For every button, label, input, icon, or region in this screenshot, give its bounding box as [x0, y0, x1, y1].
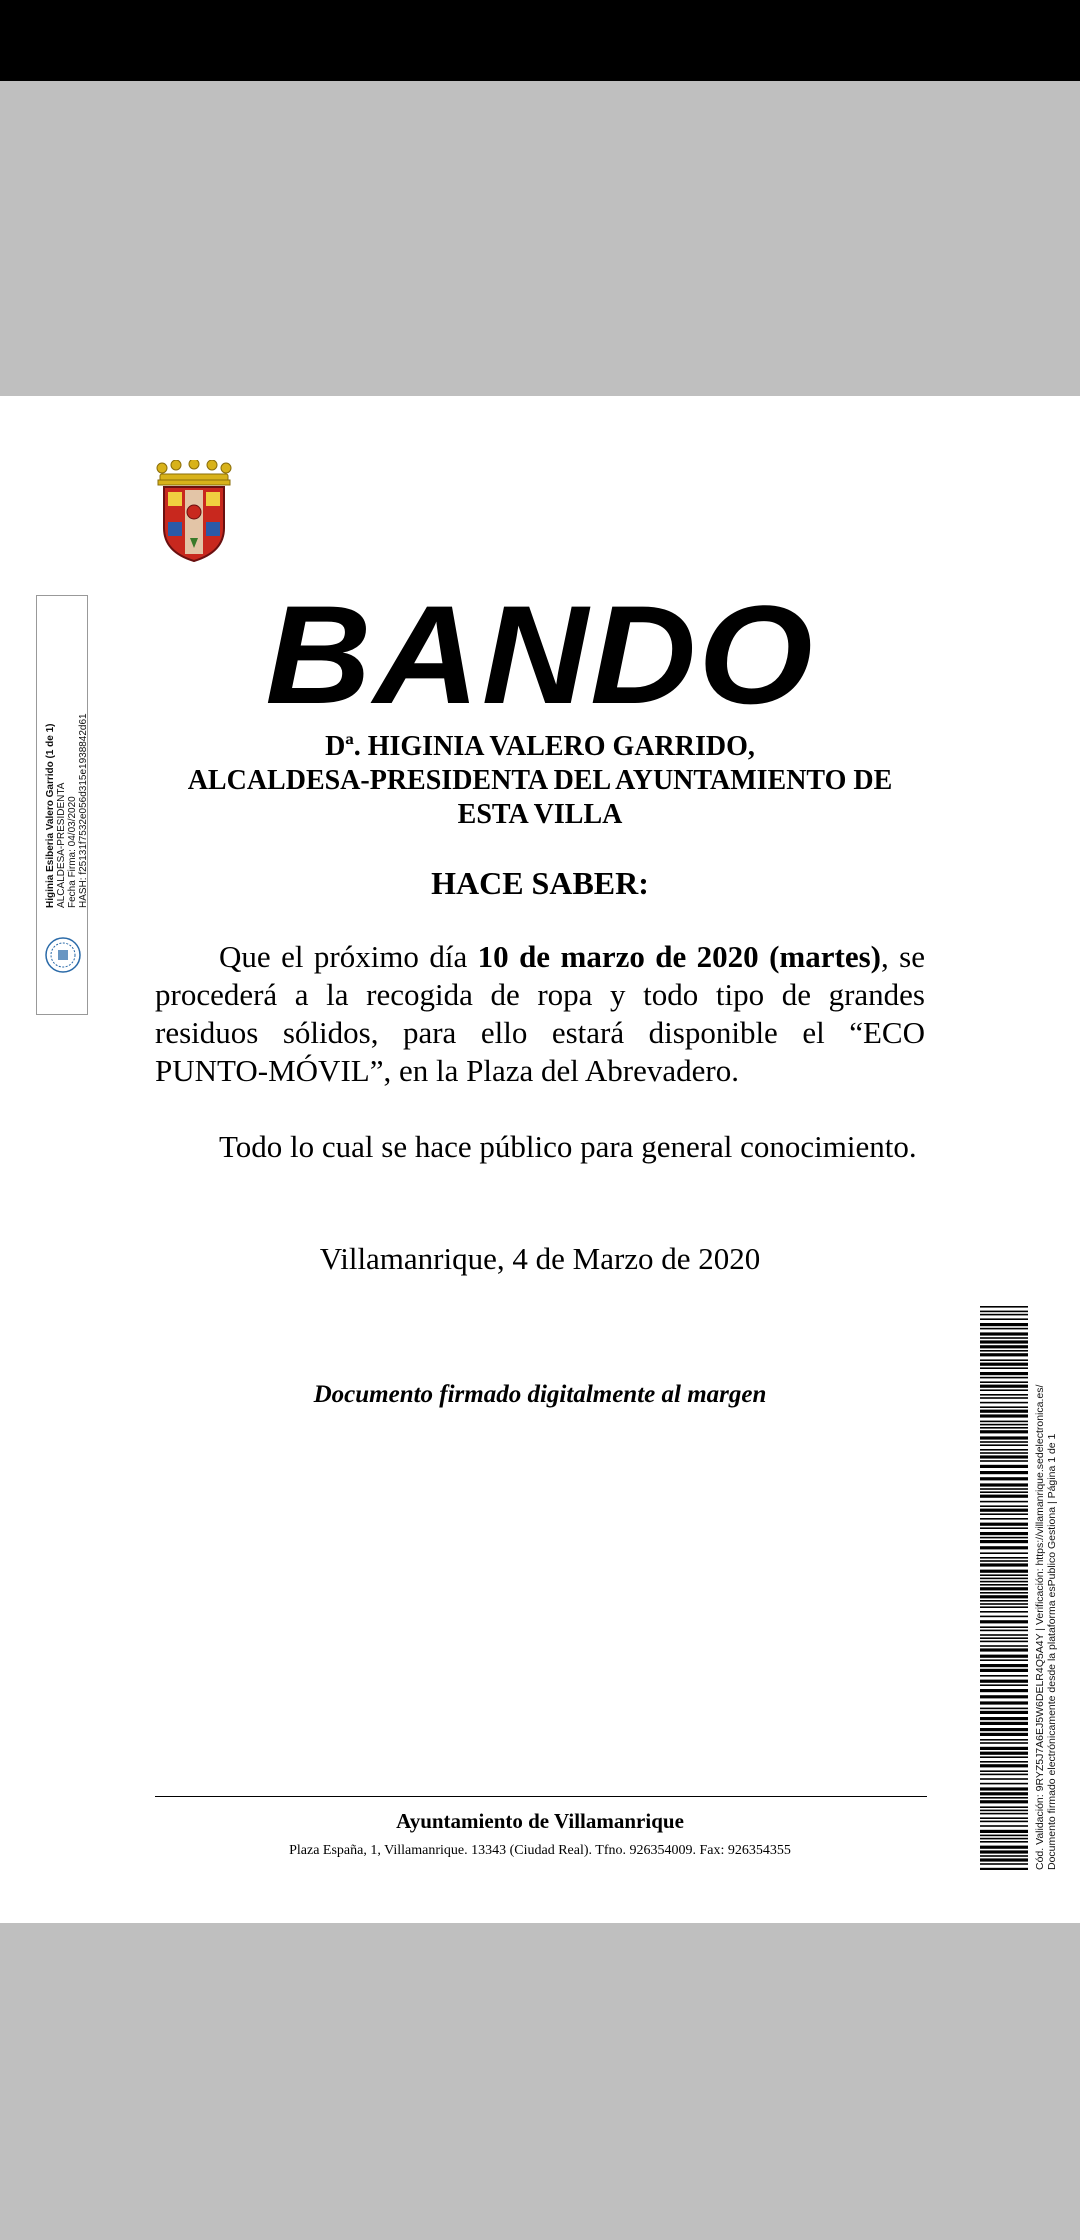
signature-hash: HASH: f25131f7532e056d315e1938842d61	[78, 713, 89, 908]
signature-role: ALCALDESA-PRESIDENTA	[56, 782, 67, 908]
signed-note: Documento firmado digitalmente al margen	[313, 1381, 767, 1408]
para1-rest: , se procederá a la recogida de ropa y todo tipo de grandes residuos sólidos, para ello estará disponible el “ECO PUNTO-MÓVIL”, en la Plaza del Abrevadero.	[155, 939, 925, 1088]
para2-text: Todo lo cual se hace público para general conocimiento.	[219, 1129, 917, 1164]
mayor-name: Dª. HIGINIA VALERO GARRIDO,	[325, 731, 755, 762]
page-title: BANDO	[265, 576, 815, 733]
announcement-heading: HACE SABER:	[431, 865, 649, 901]
closing-paragraph	[155, 1128, 925, 1166]
signature-signer: Higinia Esiberia Valero Garrido (1 de 1)	[45, 723, 56, 908]
seal-icon	[44, 936, 82, 974]
verification-code: Cód. Validación: 9RYZ5J7A6EJ5W6DELR4Q5A4Y | Verificación: https://villamanrique.sedelectronica.es/	[1034, 1384, 1046, 1870]
event-date: 10 de marzo de 2020 (martes)	[477, 939, 881, 974]
place-date: Villamanrique, 4 de Marzo de 2020	[319, 1241, 761, 1276]
footer-address: Plaza España, 1, Villamanrique. 13343 (Ciudad Real). Tfno. 926354009. Fax: 926354355	[289, 1843, 791, 1858]
barcode-icon	[980, 1306, 1028, 1870]
signature-date: Fecha Firma: 04/03/2020	[67, 796, 78, 908]
footer-name: Ayuntamiento de Villamanrique	[396, 1809, 684, 1833]
status-bar	[0, 0, 1080, 81]
verification-platform: Documento firmado electrónicamente desde la plataforma esPublico Gestiona | Página 1 de 1	[1046, 1433, 1058, 1870]
verification-text	[1034, 1385, 1058, 1870]
announcement-paragraph	[155, 938, 925, 1090]
coat-of-arms-icon	[150, 460, 238, 564]
para1-start: Que el próximo día	[219, 939, 478, 974]
mayor-role: ALCALDESA-PRESIDENTA DEL AYUNTAMIENTO DE ESTA VILLA	[187, 765, 893, 830]
mayor-heading	[160, 730, 920, 832]
footer-divider	[155, 1796, 927, 1797]
